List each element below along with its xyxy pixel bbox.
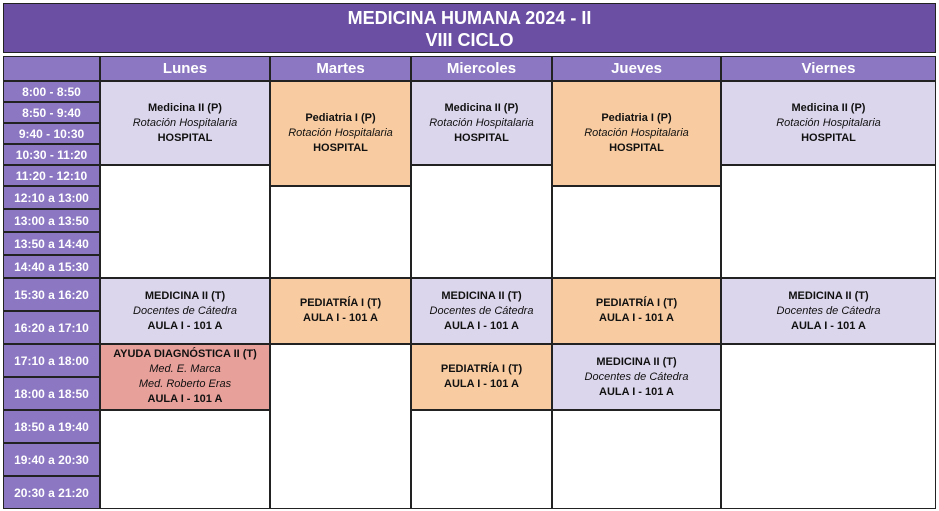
event-room: HOSPITAL xyxy=(313,142,368,154)
time-slot: 8:00 - 8:50 xyxy=(3,81,100,102)
event-name: PEDIATRÍA I (T) xyxy=(299,297,382,309)
time-slot: 18:00 a 18:50 xyxy=(3,377,100,410)
time-slot: 12:10 a 13:00 xyxy=(3,186,100,209)
empty-slot xyxy=(552,410,721,509)
event-detail: Rotación Hospitalaria xyxy=(288,127,393,139)
empty-slot xyxy=(100,165,270,278)
event-teacher-2: Med. Roberto Eras xyxy=(138,378,232,390)
event-ayuda-diagnostica-lunes xyxy=(100,344,270,410)
event-detail: Docentes de Cátedra xyxy=(429,304,534,317)
event-name: Medicina II (P) xyxy=(148,101,222,114)
event-detail: Docentes de Cátedra xyxy=(584,370,689,383)
event-detail: Docentes de Cátedra xyxy=(133,304,237,317)
time-slot: 10:30 - 11:20 xyxy=(3,144,100,165)
event-medicina-practica-lunes xyxy=(100,81,270,165)
time-slot: 11:20 - 12:10 xyxy=(3,165,100,186)
event-name: MEDICINA II (T) xyxy=(144,289,226,302)
event-room: AULA I - 101 A xyxy=(444,378,519,390)
day-header-jueves: Jueves xyxy=(552,56,721,81)
event-medicina-practica-miercoles xyxy=(411,81,552,165)
time-slot: 17:10 a 18:00 xyxy=(3,344,100,377)
event-room: AULA I - 101 A xyxy=(444,319,519,332)
empty-slot xyxy=(270,344,411,509)
header-corner xyxy=(3,56,100,81)
title-line-2: VIII CICLO xyxy=(425,30,514,50)
time-slot: 19:40 a 20:30 xyxy=(3,443,100,476)
event-name: MEDICINA II (T) xyxy=(788,289,869,302)
event-name: Medicina II (P) xyxy=(444,101,519,114)
event-room: AULA I - 101 A xyxy=(599,385,674,398)
event-room: AULA I - 101 A xyxy=(791,319,866,332)
event-detail: Docentes de Cátedra xyxy=(776,304,881,317)
event-room: HOSPITAL xyxy=(157,131,213,144)
event-detail: Rotación Hospitalaria xyxy=(776,116,881,129)
event-room: AULA I - 101 A xyxy=(303,312,378,324)
event-name: PEDIATRÍA I (T) xyxy=(440,363,523,375)
time-slot: 13:50 a 14:40 xyxy=(3,232,100,255)
time-slot: 20:30 a 21:20 xyxy=(3,476,100,509)
time-slot: 8:50 - 9:40 xyxy=(3,102,100,123)
time-slot: 9:40 - 10:30 xyxy=(3,123,100,144)
event-room: AULA I - 101 A xyxy=(147,393,223,405)
event-name: MEDICINA II (T) xyxy=(441,289,522,302)
event-room: HOSPITAL xyxy=(454,131,509,144)
event-room: AULA I - 101 A xyxy=(599,312,674,324)
event-detail: Rotación Hospitalaria xyxy=(584,127,689,139)
event-pediatria-teoria-jueves xyxy=(552,278,721,344)
event-medicina-teoria-lunes xyxy=(100,278,270,344)
event-medicina-teoria-jueves xyxy=(552,344,721,410)
event-name: Medicina II (P) xyxy=(791,101,866,114)
empty-slot xyxy=(721,344,936,509)
day-header-martes: Martes xyxy=(270,56,411,81)
empty-slot xyxy=(552,186,721,278)
day-header-lunes: Lunes xyxy=(100,56,270,81)
event-medicina-teoria-viernes xyxy=(721,278,936,344)
event-name: Pediatria I (P) xyxy=(305,112,376,124)
empty-slot xyxy=(100,410,270,509)
empty-slot xyxy=(721,165,936,278)
empty-slot xyxy=(411,410,552,509)
time-slot: 15:30 a 16:20 xyxy=(3,278,100,311)
event-pediatria-practica-jueves xyxy=(552,81,721,186)
time-slot: 13:00 a 13:50 xyxy=(3,209,100,232)
day-header-miercoles: Miercoles xyxy=(411,56,552,81)
event-pediatria-practica-martes xyxy=(270,81,411,186)
event-medicina-practica-viernes xyxy=(721,81,936,165)
event-name: AYUDA DIAGNÓSTICA II (T) xyxy=(113,348,257,360)
event-pediatria-teoria-martes xyxy=(270,278,411,344)
title-line-1: MEDICINA HUMANA 2024 - II xyxy=(347,8,592,28)
time-slot: 14:40 a 15:30 xyxy=(3,255,100,278)
day-header-viernes: Viernes xyxy=(721,56,936,81)
event-detail: Rotación Hospitalaria xyxy=(429,116,534,129)
event-detail: Rotación Hospitalaria xyxy=(132,116,238,129)
event-medicina-teoria-miercoles xyxy=(411,278,552,344)
empty-slot xyxy=(270,186,411,278)
schedule-title xyxy=(3,3,936,53)
event-room: AULA I - 101 A xyxy=(147,319,223,332)
event-pediatria-teoria-miercoles xyxy=(411,344,552,410)
event-room: HOSPITAL xyxy=(801,131,856,144)
time-slot: 16:20 a 17:10 xyxy=(3,311,100,344)
time-slot: 18:50 a 19:40 xyxy=(3,410,100,443)
event-name: PEDIATRÍA I (T) xyxy=(595,297,678,309)
event-teacher-1: Med. E. Marca xyxy=(149,363,221,375)
empty-slot xyxy=(411,165,552,278)
event-name: Pediatria I (P) xyxy=(601,112,672,124)
event-room: HOSPITAL xyxy=(609,142,664,154)
event-name: MEDICINA II (T) xyxy=(596,355,677,368)
